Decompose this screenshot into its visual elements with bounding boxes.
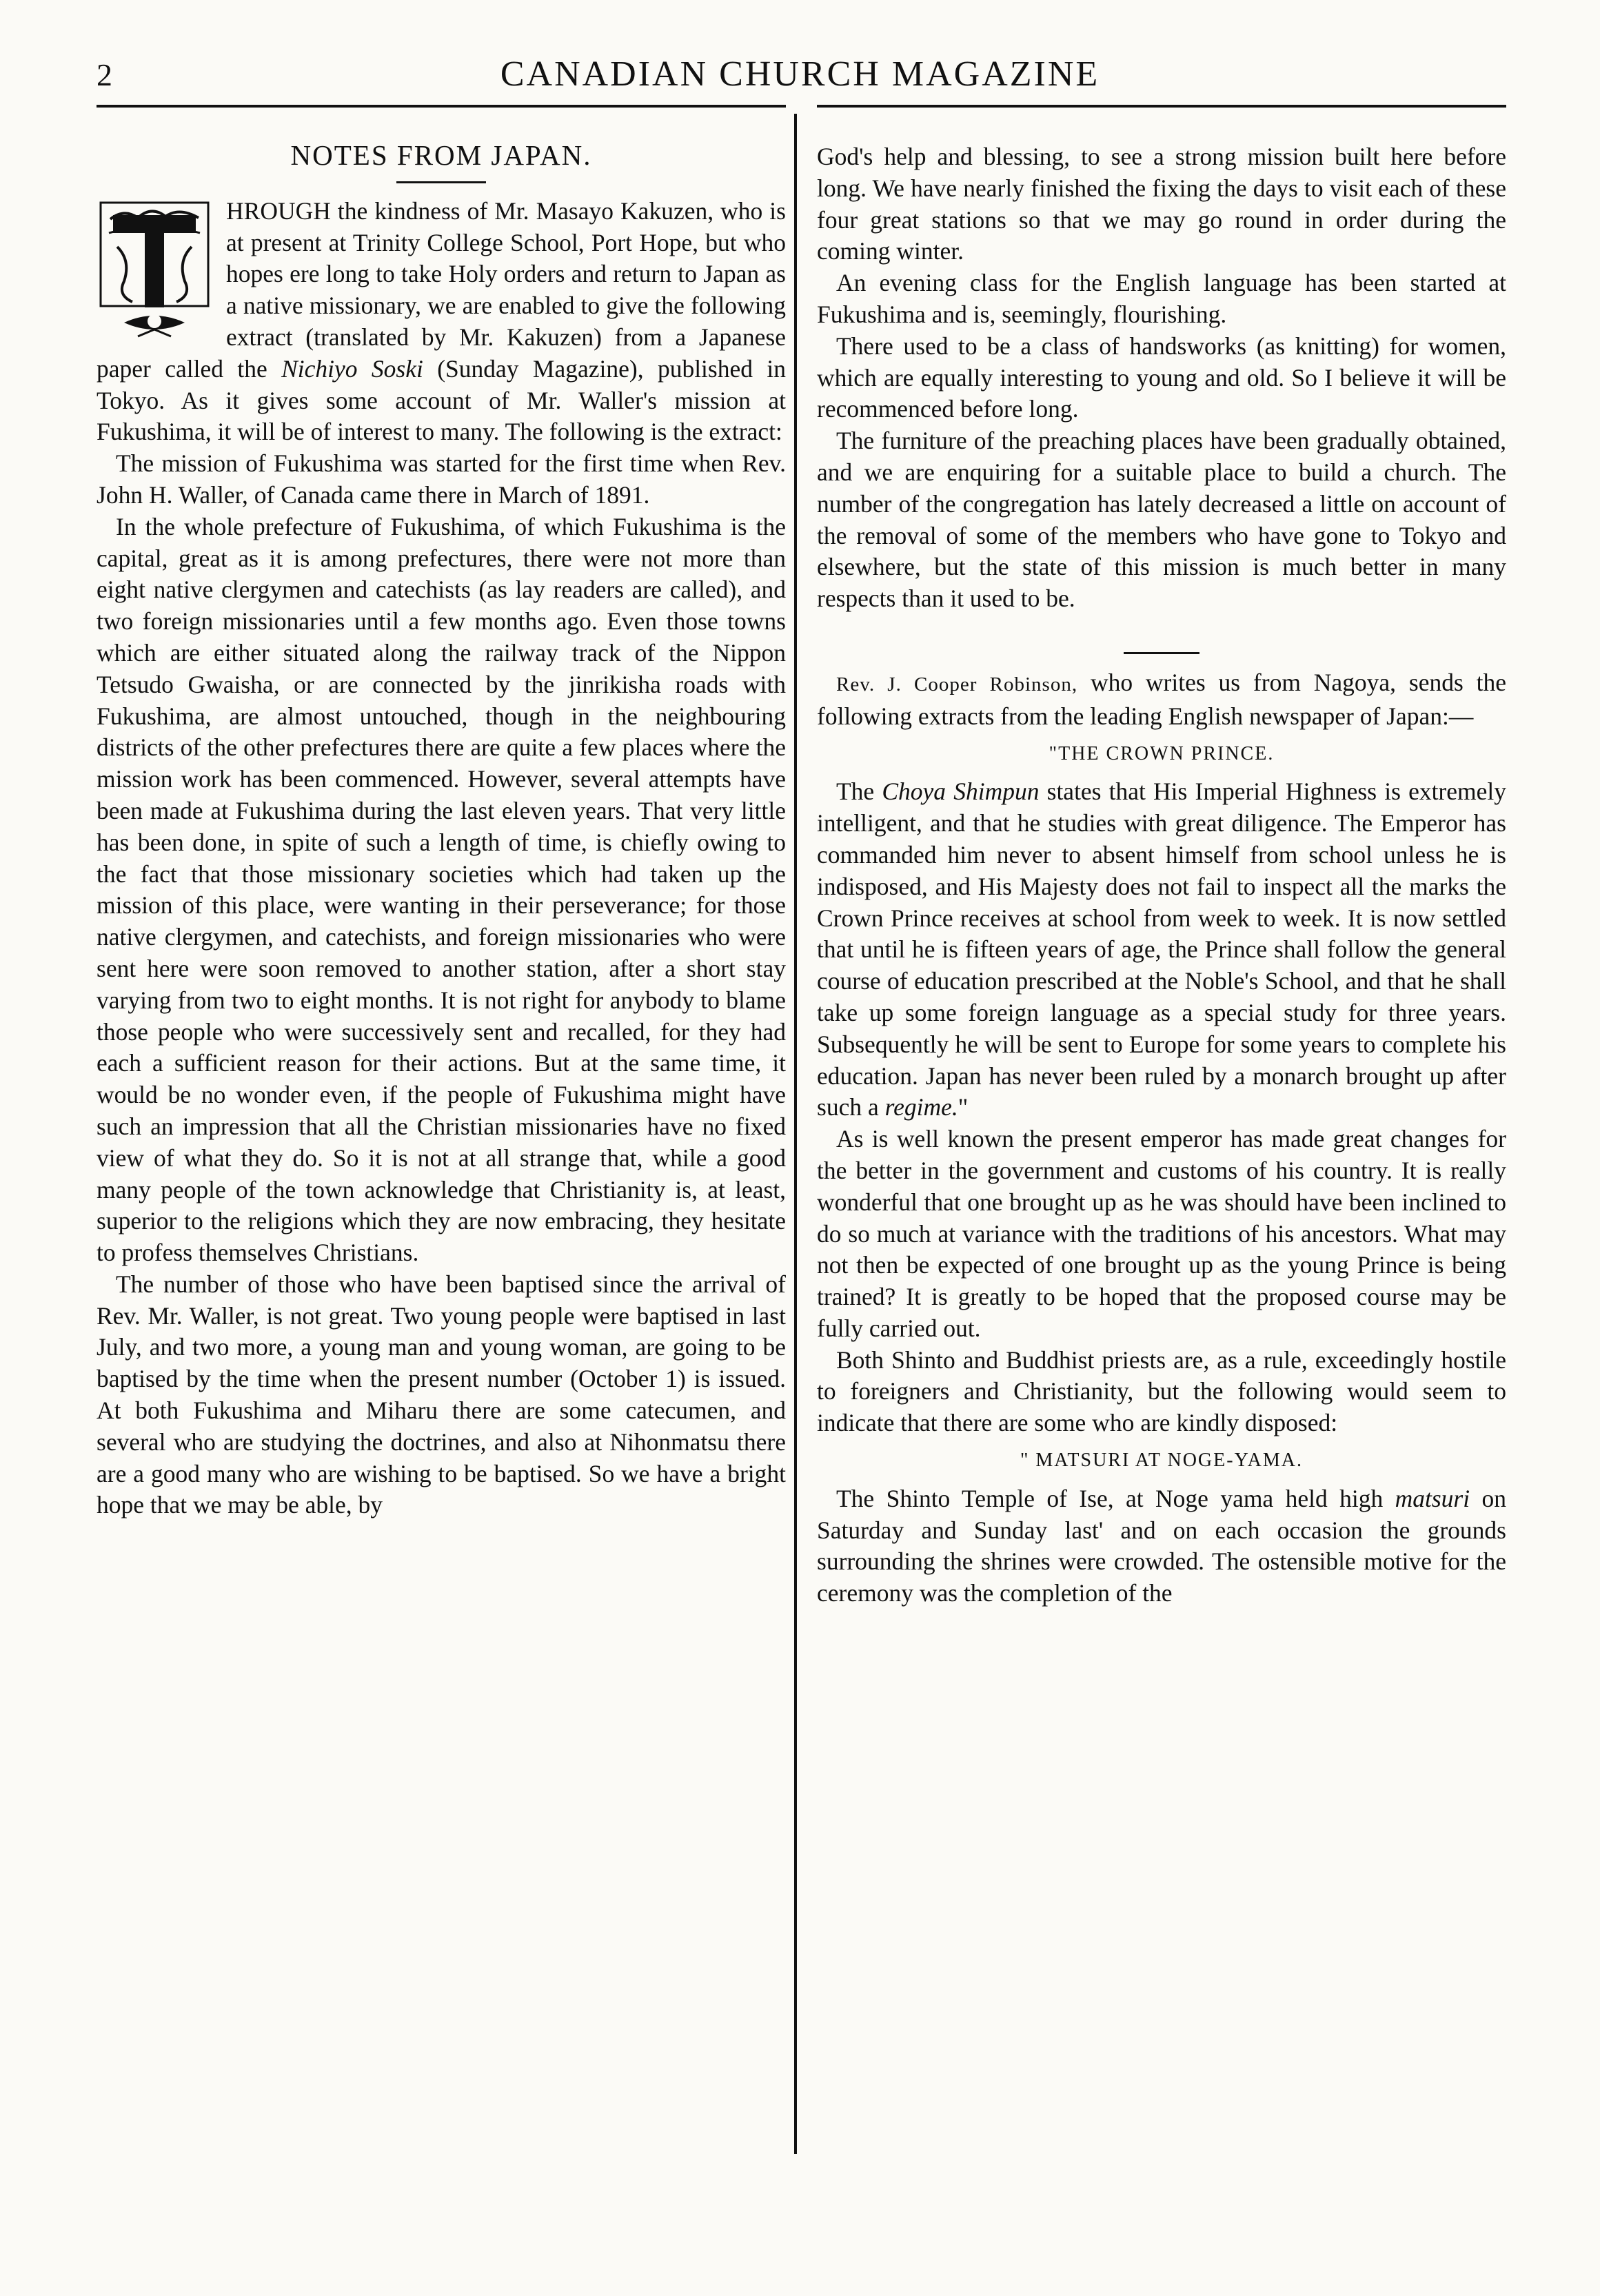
- intro-text-end: (Sunday Magazine), published in Tokyo. As it gives some account of Mr. Waller's mission at Fukushima, it will be of interest to many. The following is the extract:: [97, 354, 786, 446]
- matsuri-paragraph: The Shinto Temple of Ise, at Noge yama held high matsuri on Saturday and Sunday last' and on each occasion the grounds surrounding the shrines were crowded. The ostensible motive for the ceremony was the completion of the: [817, 1484, 1507, 1607]
- paragraph: An evening class for the English language has been started at Fukushima and is, seemingly, flourishing.: [817, 269, 1506, 328]
- paragraph: The furniture of the preaching places have been gradually obtained, and we are enquiring for a suitable place to build a church. The number of the congregation has lately decreased a little on account of the removal of some of the members who have gone to Tokyo and elsewhere, but the state of this mission is much better in many respects than it used to be.: [817, 427, 1506, 613]
- subheading-crown-prince: "THE CROWN PRINCE.: [1049, 742, 1275, 764]
- paragraph: In the whole prefecture of Fukushima, of which Fukushima is the capital, great as it is among prefectures, there were not more than eight native clergymen and catechists (as lay readers are called), and two foreign missionaries until a few months ago. Even those towns which are either situated along the railway track of the Nippon Tetsudo Gwaisha, or are connected by the jinrikisha roads with Fukushima, are almost untouched, though in the neighbouring districts of the other prefectures there are quite a few places where the mission work has been commenced. However, several attempts have been made at Fukushima during the last eleven years. That very little has been done, in spite of such a length of time, is chiefly owing to the fact that those missionary societies which had taken up the mission of this place, were wanting in their perseverance; for those native clergymen, and catechists, and foreign missionaries who were sent here were soon removed to another station, after a short stay varying from two to eight months. It is not right for anybody to blame those people who were successively sent and recalled, for they had each a sufficient reason for their actions. But at the same time, it would be no wonder even, if the people of Fukushima might have such an impression that all the Christian missionaries have no fixed view of what they do. So it is not at all strange that, while a good many people of the town acknowledge that Christianity is, at least, superior to the religions which they are now embracing, they hesitate to profess themselves Christians.: [97, 512, 786, 1267]
- paragraph: Both Shinto and Buddhist priests are, as a rule, exceedingly hostile to foreigners and Christianity, but the following would seem to indicate that there are some who are kindly disposed:: [817, 1345, 1506, 1437]
- header-rule-left: [97, 105, 786, 108]
- newspaper-name: Choya Shimpun: [882, 778, 1040, 806]
- paragraph: God's help and blessing, to see a strong mission built here before long. We have nearly finished the fixing the days to visit each of these four great stations so that we may go round in order during the coming winter.: [817, 143, 1506, 265]
- paragraph: The number of those who have been baptised since the arrival of Rev. Mr. Waller, is not great. Two young people were baptised in last July, and two more, a young man and young woman, are going to be baptised by the time when the present number (October 1) is issued. At both Fukushima and Miharu there are some catecumen, and several who are studying the doctrines, and also at Nihonmatsu there are a good many who are wishing to be baptised. So we have a bright hope that we may be able, by: [97, 1270, 786, 1519]
- magazine-title: CANADIAN CHURCH MAGAZINE: [500, 54, 1100, 94]
- paragraph: There used to be a class of handsworks (as knitting) for women, which are equally interesting to young and old. So I believe it will be recommenced before long.: [817, 332, 1506, 423]
- crown-prince-paragraph: The Choya Shimpun states that His Imperial Highness is extremely intelligent, and that he studies with great diligence. The Emperor has commanded him never to absent himself from school unless he is indisposed, and His Majesty does not fail to inspect all the marks the Crown Prince receives at school from week to week. It is now settled that until he is fifteen years of age, the Prince shall follow the general course of education prescribed at the Noble's School, and that he shall take up some foreign language as a special study for three years. Subsequently he will be sent to Europe for some years to complete his education. Japan has never been ruled by a monarch brought up after such a regime.": [817, 778, 1506, 1121]
- section-divider: [817, 636, 1506, 649]
- column-divider: [794, 114, 797, 2154]
- paragraph: As is well known the present emperor has made great changes for the better in the government and customs of his country. It is really wonderful that one brought up as he was should have been inclined to do so much at variance with the traditions of his ancestors. What may not then be expected of one brought up as the young Prince is being trained? It is greatly to be hoped that the proposed course may be fully carried out.: [817, 1125, 1506, 1342]
- intro-text: HROUGH the kindness of Mr. Masayo Kakuzen, who is at present at Trinity College School, Port Hope, but who hopes ere long to take Holy orders and return to Japan as a native missionary, we are enabled to give the following extract (translated by Mr. Kakuzen) from a Japanese paper called the: [97, 196, 786, 383]
- intro-italic-title: Nichiyo Soski: [281, 354, 423, 383]
- left-column: [97, 134, 786, 1521]
- robinson-paragraph: Rev. J. Cooper Robinson, who writes us from Nagoya, sends the following extracts from the leading English newspaper of Japan:—: [817, 668, 1506, 730]
- title-rule: [396, 181, 486, 183]
- running-head: [97, 54, 1503, 109]
- ornamental-dropcap-icon: [97, 199, 212, 346]
- subheading-matsuri: " MATSURI AT NOGE-YAMA.: [1020, 1450, 1304, 1472]
- paragraph: The mission of Fukushima was started for the first time when Rev. John H. Waller, of Canada came there in March of 1891.: [97, 449, 786, 509]
- page-number: 2: [97, 57, 112, 92]
- right-column: [817, 141, 1506, 1609]
- header-rule-right: [817, 105, 1506, 108]
- intro-paragraph: [97, 196, 786, 448]
- author-name: Rev. J. Cooper Robinson,: [836, 673, 1078, 695]
- article-title: NOTES FROM JAPAN.: [290, 139, 592, 171]
